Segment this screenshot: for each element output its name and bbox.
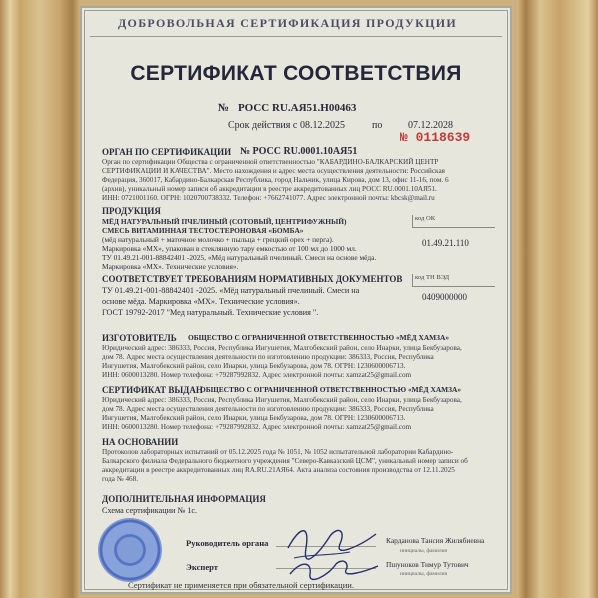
certificate-title: СЕРТИФИКАТ СООТВЕТСТВИЯ <box>130 62 462 85</box>
seal-stamp <box>98 518 162 582</box>
head-name-caption: инициалы, фамилия <box>400 548 448 554</box>
validity-label: Срок действия с <box>228 120 298 131</box>
issued-line-3: Ингушетия, Малгобекский район, село Инарки, улица Бекбузарова, дом 78. ОГРН: 1230600006713. <box>102 414 406 422</box>
basis-line-2: Балкарского филиала Федерального бюджетного учреждения "Северо-Кавказский ЦСМ", уникальный номер записи об <box>102 457 468 465</box>
issued-line-4: ИНН: 0600013280. Номер телефона: +79287992832. Адрес электронной почты: xamzat25@gmail.com <box>102 423 412 431</box>
compliance-line-2: основе мёда. Маркировка «МХ». Технические условия». <box>102 297 300 306</box>
certificate-document <box>80 6 512 594</box>
issued-line-1: Юридический адрес: 386333, Россия, Республика Ингушетия, Малгобекский район, село Инарки, улица Бекбузарова, <box>102 396 462 404</box>
validity-from: 08.12.2025 <box>300 120 345 131</box>
compliance-line-3: ГОСТ 19792-2017 "Мед натуральный. Технические условия ". <box>102 308 319 317</box>
issued-line-2: дом 78. Адрес места осуществления деятельности по изготовлению продукции: 386333, Россия, Республика <box>102 405 434 413</box>
basis-line-4: года № 468. <box>102 475 139 483</box>
expert-name-caption: инициалы, фамилия <box>400 571 448 577</box>
head-name: Карданова Тансия Жилябиевна <box>386 536 485 545</box>
organ-line-2: СЕРТИФИКАЦИИ И КАЧЕСТВА". Место нахождения и адрес места осуществления деятельности: Российская <box>102 167 445 175</box>
organ-line-5: ИНН: 0721001160. ОГРН: 1020700738332. Телефон: +7662741077. Адрес электронной почты: kbcsk@mail.ru <box>102 194 435 202</box>
handwritten-signatures <box>280 518 390 582</box>
number-label: № <box>218 102 230 114</box>
manufacturer-line-3: Ингушетия, Малгобекский район, село Инарки, улица Бекбузарова, дом 78. ОГРН: 1230600006713. <box>102 362 406 370</box>
scheme-text: Схема сертификации № 1с. <box>102 506 198 515</box>
header-divider <box>90 36 502 37</box>
okpd-code-value: 01.49.21.110 <box>422 238 469 248</box>
product-line-6: Маркировка «МХ». Технические условия». <box>102 262 239 271</box>
validity-po-label: по <box>372 120 383 131</box>
product-label: ПРОДУКЦИЯ <box>102 206 161 216</box>
manufacturer-label: ИЗГОТОВИТЕЛЬ <box>102 333 177 343</box>
tnved-code-label: код ТН ВЭД <box>412 274 495 287</box>
product-line-1: МЁД НАТУРАЛЬНЫЙ ПЧЕЛИНЫЙ (СОТОВЫЙ, ЦЕНТРИФУЖНЫЙ) <box>102 217 347 226</box>
basis-line-3: аккредитации в реестре аккредитованных лиц RA.RU.21АЯ64. Акта анализа состояния производства от 12.11.2025 <box>102 466 455 474</box>
certificate-number: РОСС RU.АЯ51.Н00463 <box>238 102 357 114</box>
product-line-2: СМЕСЬ ВИТАМИННАЯ ТЕСТОСТЕРОНОВАЯ «БОМБА» <box>102 226 304 235</box>
basis-line-1: Протоколов лабораторных испытаний от 05.12.2025 года № 1051, № 1052 испытательной лаборатории Кабардино- <box>102 448 454 456</box>
issued-name: ОБЩЕСТВО С ОГРАНИЧЕННОЙ ОТВЕТСТВЕННОСТЬЮ «МЁД ХАМЗА» <box>200 385 462 394</box>
product-line-3: (мёд натуральный + маточное молочко + пыльца + грецкий орех + перга). <box>102 235 334 244</box>
issued-label: СЕРТИФИКАТ ВЫДАН <box>102 385 203 395</box>
tnved-code-value: 0409000000 <box>422 292 467 302</box>
organ-line-1: Орган по сертификации Общества с ограниченной ответственностью "КАБАРДИНО-БАЛКАРСКИЙ ЦЕНТР <box>102 158 439 166</box>
product-line-5: ТУ 01.49.21-001-88842401 -2025, «Мёд натуральный пчелиный. Смеси на основе мёда. <box>102 253 377 262</box>
organ-reg-number: № РОСС RU.0001.10АЯ51 <box>240 146 358 157</box>
basis-label: НА ОСНОВАНИИ <box>102 437 179 447</box>
manufacturer-line-2: дом 78. Адрес места осуществления деятельности по изготовлению продукции: 386333, Россия, Республика <box>102 353 434 361</box>
serial-number: № 0118639 <box>400 130 471 145</box>
organ-line-4: (архив), уникальный номер записи об аккредитации в реестре аккредитованных лиц РОСС RU.0001.10АЯ51. <box>102 185 437 193</box>
manufacturer-line-4: ИНН: 0600013280. Номер телефона: +79287992832. Адрес электронной почты: xamzat25@gmail.com <box>102 371 412 379</box>
validity-to: 07.12.2028 <box>408 120 453 131</box>
okpd-code-label: код ОК <box>412 215 495 228</box>
organ-label: ОРГАН ПО СЕРТИФИКАЦИИ <box>102 147 232 157</box>
extra-info-label: ДОПОЛНИТЕЛЬНАЯ ИНФОРМАЦИЯ <box>102 494 266 504</box>
product-line-4: Маркировка «МХ», упакован в стеклянную тару емкостью от 100 мл до 1000 мл. <box>102 244 357 253</box>
head-signature-label: Руководитель органа <box>186 538 269 548</box>
expert-signature-label: Эксперт <box>186 562 219 572</box>
footer-note: Сертификат не применяется при обязательной сертификации. <box>128 580 355 590</box>
expert-name: Пшуноков Тимур Тутович <box>386 560 469 569</box>
header-band: ДОБРОВОЛЬНАЯ СЕРТИФИКАЦИЯ ПРОДУКЦИИ <box>118 16 457 30</box>
organ-line-3: Федерация, 360017, Кабардино-Балкарская Республика, город Нальчик, улица Кирова, дом 13, офис 11-16, пом. 6 <box>102 176 449 184</box>
manufacturer-line-1: Юридический адрес: 386333, Россия, Республика Ингушетия, Малгобекский район, село Инарки, улица Бекбузарова, <box>102 344 462 352</box>
manufacturer-name: ОБЩЕСТВО С ОГРАНИЧЕННОЙ ОТВЕТСТВЕННОСТЬЮ «МЁД ХАМЗА» <box>188 333 450 342</box>
compliance-label: СООТВЕТСТВУЕТ ТРЕБОВАНИЯМ НОРМАТИВНЫХ ДОКУМЕНТОВ <box>102 274 403 284</box>
compliance-line-1: ТУ 01.49.21-001-88842401 -2025. «Мёд натуральный пчелиный. Смеси на <box>102 286 360 295</box>
